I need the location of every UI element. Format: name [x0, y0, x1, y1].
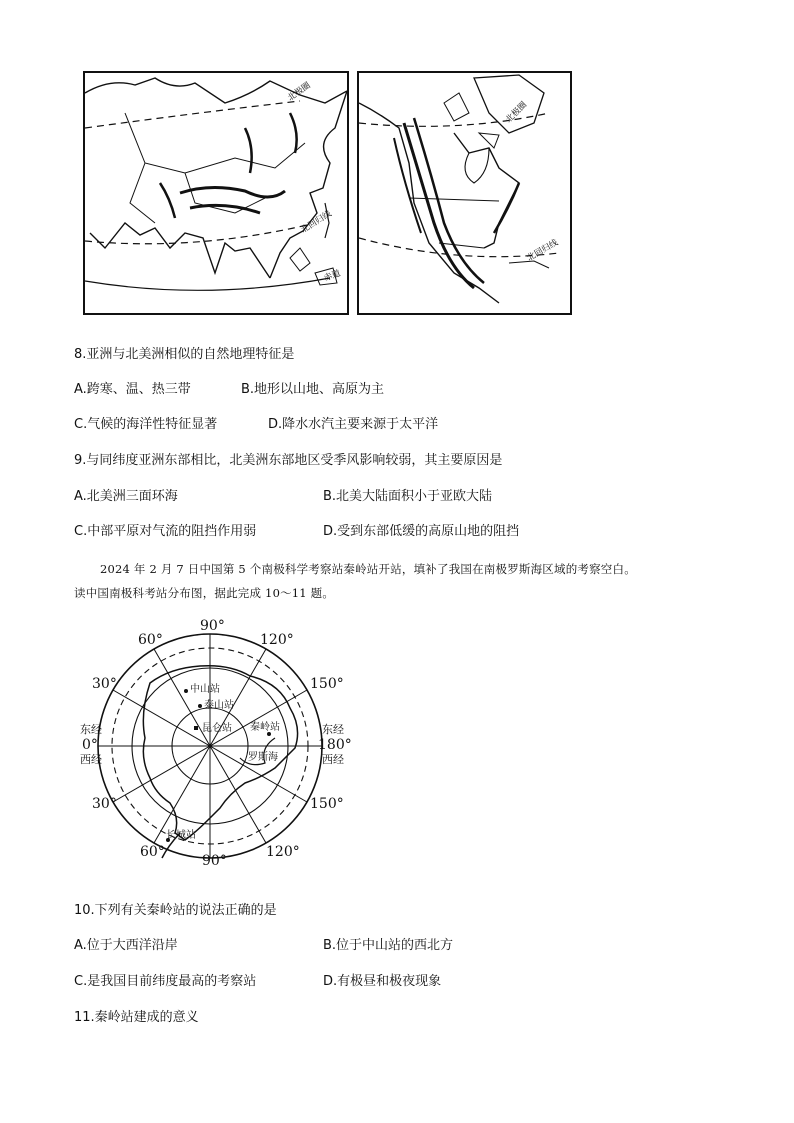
zhongshan-station-label: 中山站	[190, 684, 220, 695]
q9-option-b: B.北美大陆面积小于亚欧大陆	[323, 489, 493, 504]
q10-option-d: D.有极昼和极夜现象	[323, 974, 442, 989]
great-wall-station-label: 长城站	[166, 830, 196, 841]
q10-option-b: B.位于中山站的西北方	[323, 938, 454, 953]
na-arctic-label: 北极圈	[504, 100, 530, 126]
q9-stem: 9.与同纬度亚洲东部相比，北美洲东部地区受季风影响较弱，其主要原因是	[74, 453, 503, 468]
asia-map	[83, 71, 349, 315]
na-tropic-label: 北回归线	[525, 237, 560, 264]
q11-stem: 11.秦岭站建成的意义	[74, 1010, 199, 1025]
q8-option-a: A.跨寒、温、热三带	[74, 382, 191, 397]
kunlun-station-label: 昆仑站	[202, 723, 232, 734]
asia-arctic-label: 北极圈	[285, 80, 313, 104]
deg-right-180: 180°	[318, 737, 352, 753]
deg-bottom-150: 150°	[310, 796, 344, 812]
deg-bottom-60: 60°	[140, 844, 165, 860]
q10-option-c: C.是我国目前纬度最高的考察站	[74, 974, 257, 989]
kunlun-station-marker	[194, 726, 198, 730]
asia-equator-label: 赤道	[322, 268, 343, 284]
taishan-station-label: 泰山站	[204, 700, 234, 711]
deg-left-30: 30°	[92, 676, 117, 692]
ross-sea-label: 罗斯海	[248, 752, 278, 763]
taishan-station-marker	[198, 704, 202, 708]
polar-map-drawing	[70, 618, 360, 868]
deg-top-60: 60°	[138, 632, 163, 648]
q8-stem: 8.亚洲与北美洲相似的自然地理特征是	[74, 347, 295, 362]
asia-map-drawing	[85, 73, 347, 313]
q9-option-c: C.中部平原对气流的阻挡作用弱	[74, 524, 257, 539]
deg-top-120: 120°	[260, 632, 294, 648]
intro-line-1: 2024 年 2 月 7 日中国第 5 个南极科学考察站秦岭站开站，填补了我国在南极罗斯海区域的考察空白。	[100, 562, 636, 576]
q9-option-a: A.北美洲三面环海	[74, 489, 178, 504]
deg-bottom-30: 30°	[92, 796, 117, 812]
qinling-station-label: 秦岭站	[250, 722, 280, 733]
right-west-label: 西经	[322, 753, 344, 766]
deg-bottom-120: 120°	[266, 844, 300, 860]
zhongshan-station-marker	[184, 689, 188, 693]
asia-tropic-label: 北回归线	[299, 209, 334, 236]
left-west-label: 西经	[80, 753, 102, 766]
antarctic-polar-map	[70, 618, 360, 868]
deg-right-150: 150°	[310, 676, 344, 692]
deg-left-0: 0°	[82, 737, 98, 753]
north-america-map-drawing	[359, 73, 570, 313]
q10-option-a: A.位于大西洋沿岸	[74, 938, 178, 953]
right-east-label: 东经	[322, 723, 344, 736]
left-east-label: 东经	[80, 723, 102, 736]
q8-option-c: C.气候的海洋性特征显著	[74, 417, 218, 432]
q8-option-d: D.降水水汽主要来源于太平洋	[268, 417, 439, 432]
q10-stem: 10.下列有关秦岭站的说法正确的是	[74, 903, 277, 918]
deg-top-90: 90°	[200, 618, 225, 634]
q8-option-b: B.地形以山地、高原为主	[241, 382, 385, 397]
intro-line-2: 读中国南极科考站分布图，据此完成 10～11 题。	[74, 586, 335, 600]
q9-option-d: D.受到东部低缓的高原山地的阻挡	[323, 524, 520, 539]
north-america-map	[357, 71, 572, 315]
deg-bottom-90: 90°	[202, 853, 227, 869]
